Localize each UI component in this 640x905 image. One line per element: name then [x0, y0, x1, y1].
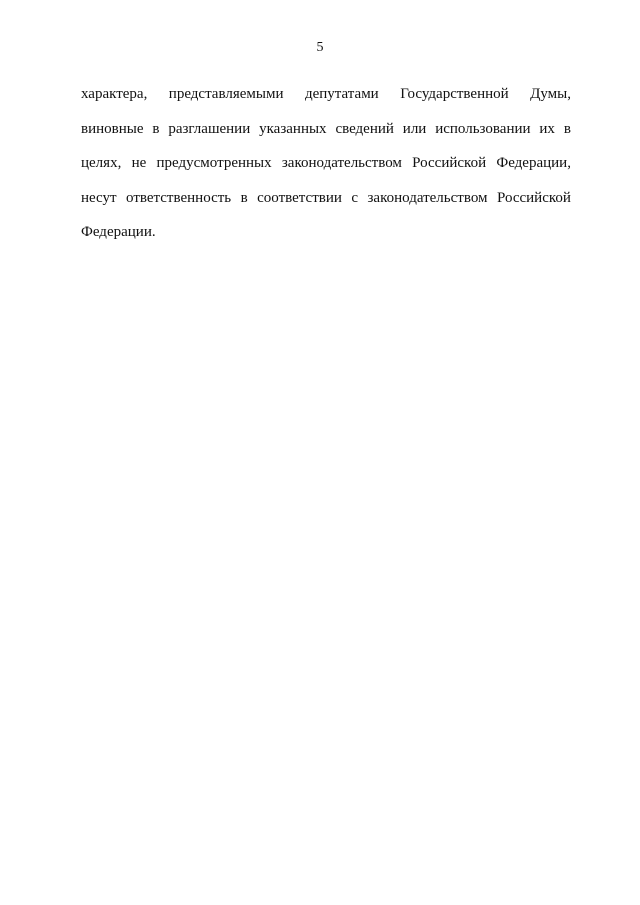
word: соответствии — [257, 189, 342, 206]
word: указанных — [259, 120, 327, 137]
word: в — [563, 120, 571, 137]
word: в — [240, 189, 248, 206]
word: представляемыми — [168, 86, 284, 102]
page-number: 5 — [316, 40, 324, 55]
word: с — [351, 189, 359, 206]
word: или — [402, 120, 427, 137]
paragraph-line-4 — [81, 181, 571, 216]
word: депутатами — [304, 86, 379, 102]
word: Государственной — [400, 86, 509, 102]
word: виновные — [81, 120, 144, 137]
paragraph-line-1 — [81, 77, 571, 112]
paragraph-line-3 — [81, 146, 571, 181]
word: законодательством — [281, 155, 402, 171]
word: характера, — [81, 86, 148, 102]
word: Российской — [496, 189, 571, 206]
word: использовании — [435, 120, 531, 137]
word: несут — [81, 189, 117, 206]
paragraph-line-5: Федерации. — [81, 224, 156, 240]
word: Федерации, — [496, 155, 571, 171]
word: целях, — [81, 155, 122, 171]
word: разглашении — [168, 120, 251, 137]
word: сведений — [335, 120, 394, 137]
paragraph-line-2 — [81, 112, 571, 147]
word: не — [131, 155, 147, 171]
word: в — [152, 120, 160, 137]
word: их — [539, 120, 555, 137]
word: предусмотренных — [156, 155, 272, 171]
word: законодательством — [367, 189, 488, 206]
word: Думы, — [530, 86, 571, 102]
word: Российской — [412, 155, 487, 171]
word: ответственность — [126, 189, 232, 206]
body-paragraph — [81, 77, 571, 250]
